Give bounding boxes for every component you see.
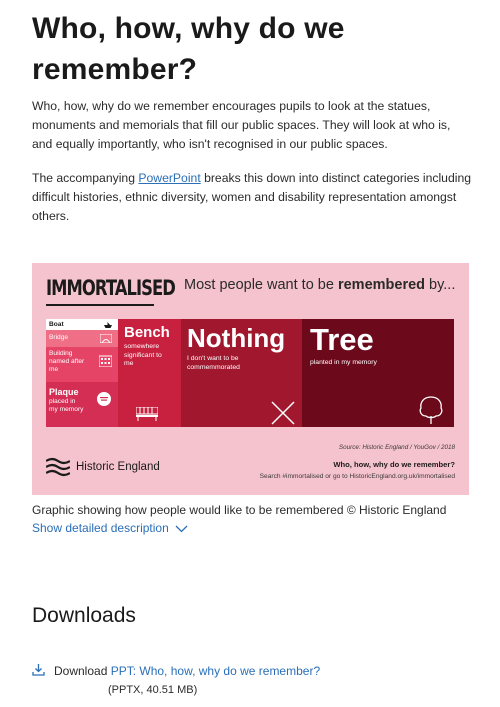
logo-underline bbox=[46, 304, 154, 306]
option-plaque-sub: placed in my memory bbox=[49, 398, 84, 413]
option-plaque-label: Plaque bbox=[49, 387, 79, 397]
paragraph-text-before: The accompanying bbox=[32, 171, 139, 185]
option-bridge bbox=[46, 330, 118, 347]
show-detailed-description-toggle[interactable] bbox=[32, 521, 188, 535]
infographic-subtitle: Who, how, why do we remember? bbox=[333, 460, 455, 469]
historic-england-logo-icon bbox=[46, 456, 70, 478]
nothing-title: Nothing bbox=[187, 323, 286, 353]
download-item bbox=[54, 664, 320, 678]
immortalised-infographic bbox=[32, 263, 469, 495]
option-building-label: Building named after me bbox=[49, 350, 85, 373]
intro-paragraph: Who, how, why do we remember encourages pupils to look at the statues, monuments and memorials that fill our public spaces. They will look at who is, and equally importantly, who isn't recognised in our public spaces. bbox=[32, 99, 451, 151]
option-boat-label: Boat bbox=[49, 321, 64, 328]
bench-title: Bench bbox=[124, 324, 170, 341]
infographic-search-line: Search #immortalised or go to HistoricEngland.org.uk/immortalised bbox=[259, 473, 455, 480]
image-caption: Graphic showing how people would like to be remembered © Historic England bbox=[32, 503, 447, 517]
headline-post: by... bbox=[425, 277, 456, 293]
download-icon bbox=[32, 664, 45, 676]
option-tree bbox=[302, 319, 454, 427]
tree-title: Tree bbox=[310, 322, 374, 357]
option-bridge-label: Bridge bbox=[49, 334, 69, 341]
download-label: Download bbox=[54, 664, 111, 678]
immortalised-logo: IMMORTALISED bbox=[46, 276, 175, 300]
infographic-headline bbox=[184, 277, 455, 293]
option-building bbox=[46, 347, 118, 382]
chevron-down-icon bbox=[175, 525, 188, 533]
show-description-label: Show detailed description bbox=[32, 521, 169, 535]
tree-sub: planted in my memory bbox=[310, 359, 377, 366]
option-bench bbox=[118, 319, 181, 427]
boat-icon bbox=[104, 322, 112, 328]
tree-icon bbox=[418, 395, 444, 425]
downloads-heading: Downloads bbox=[32, 604, 136, 627]
building-icon bbox=[99, 355, 112, 367]
bridge-icon bbox=[100, 334, 112, 343]
option-plaque bbox=[46, 382, 118, 427]
accompanying-paragraph bbox=[32, 169, 472, 226]
headline-pre: Most people want to be bbox=[184, 277, 338, 293]
page-title: Who, how, why do we remember? bbox=[32, 12, 345, 86]
headline-bold: remembered bbox=[337, 277, 426, 293]
historic-england-name: Historic England bbox=[76, 461, 160, 473]
small-options-column bbox=[46, 319, 118, 427]
download-file-meta: (PPTX, 40.51 MB) bbox=[108, 684, 198, 696]
download-ppt-link[interactable]: PPT: Who, how, why do we remember? bbox=[110, 664, 321, 678]
powerpoint-link[interactable]: PowerPoint bbox=[138, 171, 201, 185]
option-boat bbox=[46, 319, 118, 330]
bench-sub: somewhere significant to me bbox=[124, 343, 162, 367]
bench-icon bbox=[136, 407, 158, 421]
plaque-icon bbox=[96, 391, 112, 407]
paragraph-text-after: breaks this down into distinct categories including difficult histories, ethnic diversity, women and disability representation amongst others. bbox=[32, 171, 472, 223]
option-nothing bbox=[181, 319, 302, 427]
infographic-source: Source: Historic England / YouGov / 2018 bbox=[338, 444, 455, 451]
nothing-sub: I don't want to be commemmorated bbox=[187, 355, 240, 371]
cross-icon bbox=[271, 401, 295, 425]
